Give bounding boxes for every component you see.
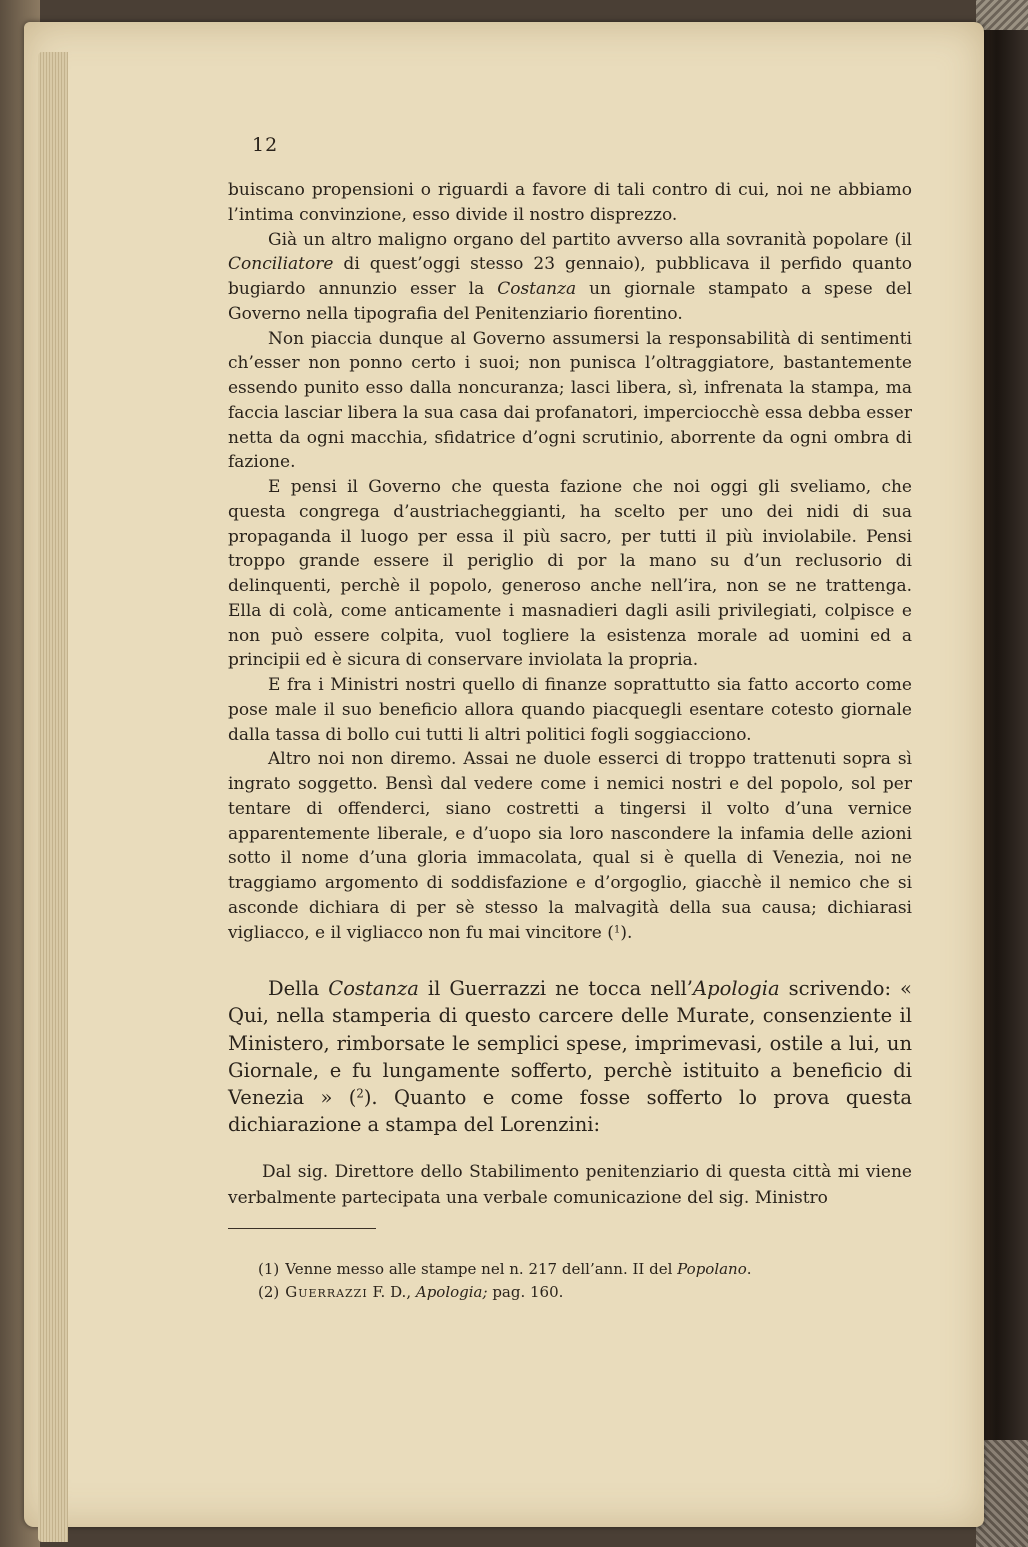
italic-title: Costanza	[328, 977, 419, 1000]
italic-title: Costanza	[497, 279, 577, 299]
page-stack-edge	[38, 52, 68, 1542]
paragraph-2: Già un altro maligno organo del partito avverso alla sovranità popolare (il Conciliatore di quest’oggi stesso 23 gennaio), pubblicava il perfido quanto bugiardo annunzio esser la Costanza un giornale stampato a spese del Governo nella tipografia del Penitenziario fiorentino.	[228, 229, 912, 324]
binding-cloth-top	[976, 0, 1028, 30]
footnote-1: (1) Venne messo alle stampe nel n. 217 dell’ann. II del Popolano.	[258, 1260, 752, 1278]
quoted-declaration	[228, 1159, 912, 1211]
paragraph-1: buiscano propensioni o riguardi a favore di tali contro di cui, noi ne abbiamo l’intima convinzione, esso divide il nostro disprezzo.	[228, 180, 912, 225]
paragraph-5: E fra i Ministri nostri quello di finanze soprattutto sia fatto accorto come pose male il suo beneficio allora quando piacquegli esentare cotesto giornale dalla tassa di bollo cui tutti li altri politici fogli soggiacciono.	[228, 675, 912, 745]
paragraph-6: Altro noi non diremo. Assai ne duole esserci di troppo trattenuti sopra sì ingrato soggetto. Bensì dal vedere come i nemici nostri e del popolo, sol per tentare di offenderci, siano costretti a tingersi il volto d’una vernice apparentemente liberale, e d’uopo sia loro nascondere la infamia delle azioni sotto il nome d’una gloria immacolata, qual si è quella di Venezia, noi ne traggiamo argomento di soddisfazione e d’orgoglio, giacchè il nemico che si asconde dichiara di per sè stesso la malvagità della sua causa; dichiarasi vigliacco, e il vigliacco non fu mai vincitore ($^1$).	[228, 749, 912, 943]
paragraph-4: E pensi il Governo che questa fazione che noi oggi gli sveliamo, che questa congrega d’austriacheggianti, ha scelto per uno dei nidi di sua propaganda il luogo per essa il più sacro, per tutti il più inviolabile. Pensi troppo grande essere il periglio di por la mano su d’un reclusorio di delinquenti, perchè il popolo, generoso anche nell’ira, non se ne trattenga. Ella di colà, come anticamente i masnadieri dagli asili privilegiati, colpisce e non può essere colpita, vuol togliere la esistenza morale ad uomini ed a principii ed è sicura di conservare inviolata la propria.	[228, 477, 912, 671]
paragraph-3: Non piaccia dunque al Governo assumersi la responsabilità di sentimenti ch’esser non ponno certo i suoi; non punisca l’oltraggiatore, bastantemente essendo punito esso dalla noncuranza; lasci libera, sì, infrenata la stampa, ma faccia lasciar libera la sua casa dai profanatori, imperciocchè essa debba esser netta da ogni macchia, sfidatrice d’ogni scrutinio, aborrente da ogni ombra di fazione.	[228, 328, 912, 473]
italic-title: Conciliatore	[228, 254, 334, 275]
page-number: 12	[252, 134, 279, 156]
footnotes	[258, 1258, 898, 1304]
footnote-2: (2) Guerrazzi F. D., Apologia; pag. 160.	[258, 1283, 564, 1301]
footnote-ref-2: 2	[356, 1086, 364, 1101]
footnote-ref-1: 1	[613, 923, 621, 935]
italic-title: Apologia	[693, 977, 780, 1000]
paragraph-8: Dal sig. Direttore dello Stabilimento penitenziario di questa città mi viene verbalmente partecipata una verbale comunicazione del sig. Ministro	[228, 1162, 912, 1208]
main-text	[228, 178, 912, 945]
paragraph-7: Della Costanza il Guerrazzi ne tocca nell’Apologia scrivendo: « Qui, nella stamperia di questo carcere delle Murate, consenziente il Ministero, rimborsate le semplici spese, imprimevasi, ostile a lui, un Giornale, e fu lungamente sofferto, perchè istituito a beneficio di Venezia » ($^2$). Quanto e come fosse sofferto lo prova questa dichiarazione a stampa del Lorenzini:	[228, 977, 912, 1137]
costanza-paragraph	[228, 975, 912, 1139]
footnote-divider	[228, 1228, 376, 1229]
